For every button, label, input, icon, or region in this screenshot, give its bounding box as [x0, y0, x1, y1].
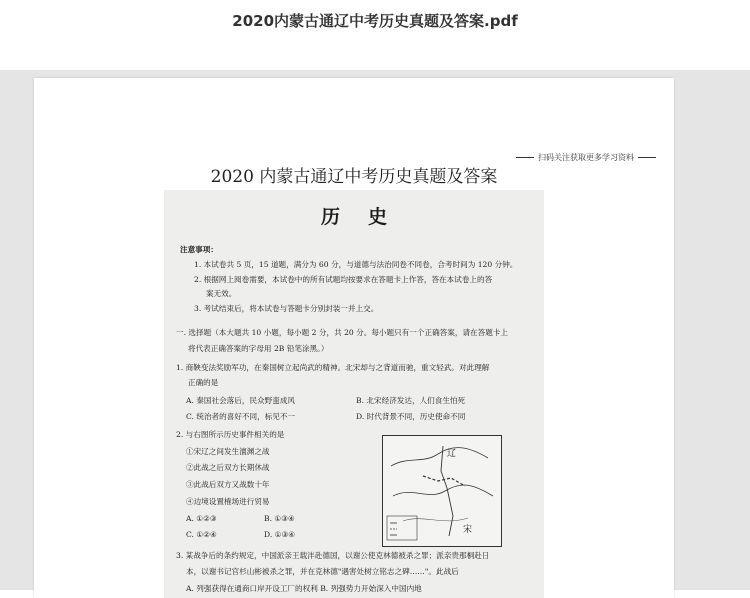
- q1-option-d: D. 时代背景不同，历史使命不同: [356, 412, 466, 421]
- question-3: 3. 某战争后的条约规定，中国派亲王载沣赴德国，以谢公使克林德被杀之罪；派亲贵那桐赴日: [176, 551, 490, 560]
- question-3-options: A. 列强获得在通商口岸开设工厂的权利 B. 列强势力开始深入中国内地: [186, 584, 422, 593]
- promo-rule-right: [638, 157, 656, 158]
- promo-rule-left: [516, 157, 534, 158]
- historical-map: [382, 435, 502, 547]
- q2-item-2: ②此战之后双方长期休战: [186, 463, 270, 472]
- section-heading: 一. 选择题（本大题共 10 小题，每小题 2 分，共 20 分。每小题只有一个正确答案，请在答题卡上: [176, 328, 509, 337]
- question-3-cont: 本，以谢书记官杉山彬被杀之罪，并在克林德"遇害处树立铭志之碑……"。此战后: [186, 567, 459, 576]
- map-label-song: 宋: [463, 525, 473, 535]
- note-3: 3. 考试结束后，将本试卷与答题卡分别封装一并上交。: [194, 304, 379, 313]
- section-heading-cont: 将代表正确答案的字母用 2B 铅笔涂黑。）: [188, 344, 329, 353]
- q2-item-1: ①宋辽之间发生澶渊之战: [186, 447, 270, 456]
- document-viewer[interactable]: [0, 70, 750, 593]
- q1-option-c: C. 统治者的喜好不同，标见不一: [186, 412, 296, 421]
- question-1: 1. 商鞅变法奖励军功，在秦国树立起尚武的精神。北宋却与之背道而驰，重文轻武。对此理解: [176, 363, 490, 372]
- q2-option-c: C. ①②④: [186, 530, 217, 539]
- note-2: 2. 根据网上阅卷需要，本试卷中的所有试题均按要求在答题卡上作答，答在本试卷上的答: [194, 275, 493, 284]
- document-title: 2020 内蒙古通辽中考历史真题及答案: [210, 167, 498, 187]
- promo-text: 扫码关注获取更多学习资料: [538, 153, 634, 162]
- scanned-exam-image: [164, 190, 544, 598]
- question-1-cont: 正确的是: [188, 378, 219, 387]
- file-title: 2020内蒙古通辽中考历史真题及答案.pdf: [232, 12, 518, 30]
- map-label-liao: 辽: [447, 449, 457, 459]
- q1-option-a: A. 秦国社会落后，民众野蛮成风: [186, 396, 296, 405]
- q2-option-d: D. ①③④: [264, 530, 296, 539]
- question-2: 2. 与右图所示历史事件相关的是: [176, 430, 285, 439]
- q1-option-b: B. 北宋经济发达，人们食生怕死: [356, 396, 466, 405]
- note-1: 1. 本试卷共 5 页，15 道题，满分为 60 分，与道德与法治同卷不同卷，合考时间为 120 分钟。: [194, 260, 518, 269]
- note-2-cont: 案无效。: [206, 289, 237, 298]
- exam-subject: 历史: [320, 206, 415, 228]
- q2-item-3: ③此战后双方又战数十年: [186, 480, 270, 489]
- q2-option-b: B. ①③④: [264, 514, 295, 523]
- map-drawing: [383, 436, 501, 546]
- q2-item-4: ④边境设置榷场进行贸易: [186, 497, 270, 506]
- notes-heading: 注意事项：: [180, 245, 218, 254]
- top-bar: [0, 0, 750, 70]
- q2-option-a: A. ①②③: [186, 514, 217, 523]
- document-page: [34, 78, 674, 598]
